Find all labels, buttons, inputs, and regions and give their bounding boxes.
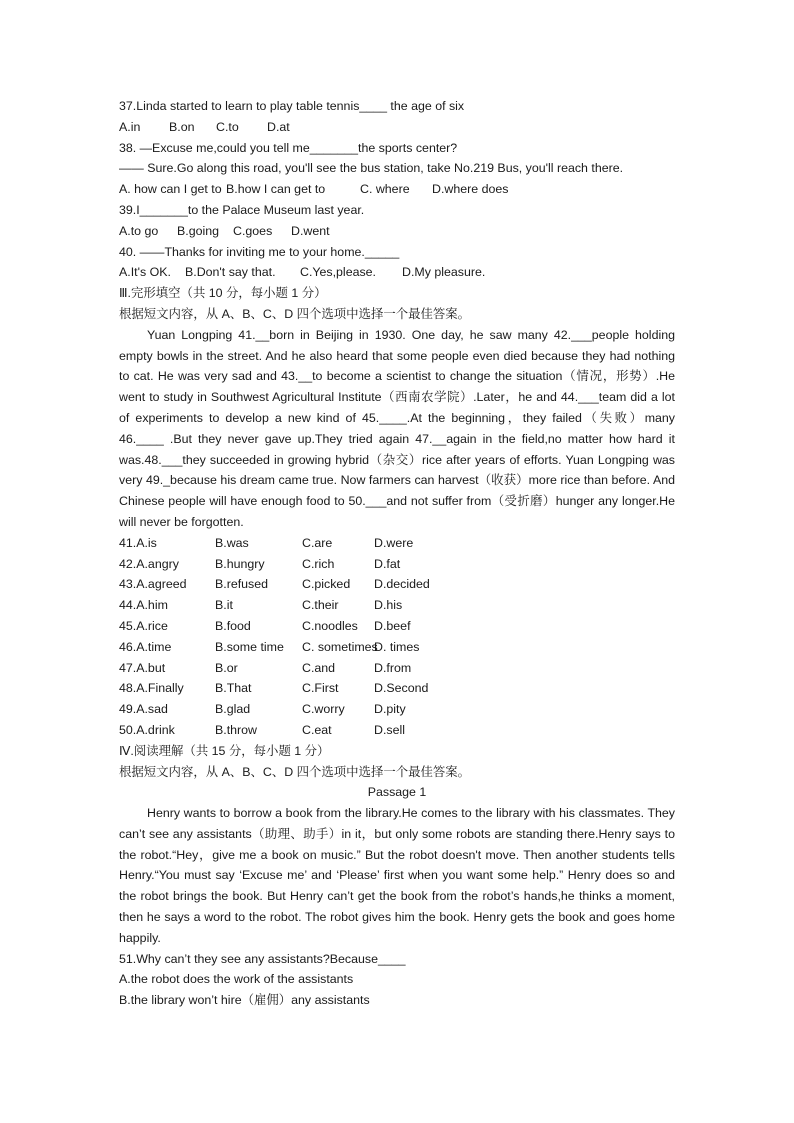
- option-c: C.picked: [302, 577, 351, 592]
- option-d: D.where does: [432, 182, 509, 197]
- option-c: C.goes: [233, 223, 273, 238]
- option-d: D.went: [291, 223, 330, 238]
- option-a: 46.A.time: [119, 639, 172, 654]
- option-a: A.to go: [119, 223, 159, 238]
- reading-passage-text: Henry wants to borrow a book from the library.He comes to the library with his classmates. They can’t see any assistants（助理、助手）in it，but only some robots are standing there.Henry says to the robot.“Hey，give me a book on music.” But the robot doesn't move. Then another students tells Henry.“You must say ‘Excuse me’ and ‘Please’ first when you want some help.” Henry does so and the robot brings the book. But Henry can’t get the book from the robot’s hands,he thinks a moment, then he says a word to the robot. The robot gives him the book. Henry gets the book and goes home happily.: [119, 806, 675, 945]
- option-a: 44.A.him: [119, 598, 168, 613]
- option-c: C.rich: [302, 556, 335, 571]
- cloze-option-row: [119, 658, 675, 679]
- option-b: B.refused: [215, 577, 269, 592]
- option-a: 41.A.is: [119, 535, 157, 550]
- option-b: B.food: [215, 618, 251, 633]
- option-c: C.worry: [302, 702, 345, 717]
- option-d: D.My pleasure.: [402, 265, 486, 280]
- reading-passage: [119, 803, 675, 949]
- option-b: B.glad: [215, 702, 251, 717]
- option-d: D. times: [374, 639, 420, 654]
- question-40-options: [119, 262, 675, 283]
- question-38-dialogue: —— Sure.Go along this road, you'll see the bus station, take No.219 Bus, you'll reach there.: [119, 161, 624, 176]
- option-c: C.Yes,please.: [300, 265, 377, 280]
- question-51-stem: 51.Why can’t they see any assistants?Because____: [119, 951, 406, 966]
- cloze-option-row: [119, 595, 675, 616]
- option-c: C. sometimes: [302, 639, 378, 654]
- option-c: C.to: [216, 119, 239, 134]
- question-38-stem: 38. —Excuse me,could you tell me_______the sports center?: [119, 140, 458, 155]
- question-39-options: [119, 221, 675, 242]
- option-a: 43.A.agreed: [119, 577, 187, 592]
- option-a: 50.A.drink: [119, 722, 175, 737]
- option-a: 42.A.angry: [119, 556, 179, 571]
- cloze-option-row: [119, 554, 675, 575]
- option-c: C. where: [360, 182, 410, 197]
- option-b: B.going: [177, 223, 220, 238]
- cloze-options-list: [119, 533, 675, 741]
- section-3-instruction: 根据短文内容，从 A、B、C、D 四个选项中选择一个最佳答案。: [119, 306, 471, 321]
- option-a: 49.A.sad: [119, 702, 168, 717]
- option-c: C.and: [302, 660, 336, 675]
- cloze-option-row: [119, 699, 675, 720]
- option-d: D.sell: [374, 722, 405, 737]
- option-c: C.eat: [302, 722, 332, 737]
- option-d: D.pity: [374, 702, 406, 717]
- option-d: D.decided: [374, 577, 430, 592]
- cloze-option-row: [119, 616, 675, 637]
- question-37-stem: 37.Linda started to learn to play table tennis____ the age of six: [119, 99, 465, 113]
- question-38-options: [119, 179, 675, 200]
- option-b: B.or: [215, 660, 238, 675]
- question-51-option-b: B.the library won’t hire（雇佣）any assistants: [119, 993, 370, 1008]
- option-d: D.from: [374, 660, 412, 675]
- option-b: B.some time: [215, 639, 284, 654]
- option-a: 48.A.Finally: [119, 681, 184, 696]
- passage-title: Passage 1: [367, 785, 427, 800]
- option-b: B.throw: [215, 722, 258, 737]
- section-3-heading: Ⅲ.完形填空（共 10 分，每小题 1 分）: [119, 286, 327, 301]
- cloze-option-row: [119, 574, 675, 595]
- option-a: A.in: [119, 119, 141, 134]
- option-b: B.Don't say that.: [185, 265, 276, 280]
- option-b: B.how I can get to: [226, 182, 326, 197]
- option-c: C.are: [302, 535, 333, 550]
- exam-page: [119, 96, 675, 1011]
- question-39-stem: 39.I_______to the Palace Museum last year.: [119, 202, 365, 217]
- option-c: C.First: [302, 681, 339, 696]
- option-b: B.it: [215, 598, 233, 613]
- option-b: B.That: [215, 681, 252, 696]
- cloze-passage-text: Yuan Longping 41.__born in Beijing in 1930. One day, he saw many 42.___people holding empty bowls in the street. And he also heard that some people even died because they had nothing to cat. He was very sad and 43.__to become a scientist to change the situation（情况，形势）.He went to study in Southwest Agricultural Institute（西南农学院）.Later，he and 44.___team did a lot of experiments to develop a new kind of 45.____.At the beginning，they failed（失败）many 46.____ .But they never gave up.They tried again 47.__again in the field,no matter how hard it was.48.___they succeeded in growing hybrid（杂交）rice after years of efforts. Yuan Longping was very 49._because his dream came true. Now farmers can harvest（收获）more rice than before. And Chinese people will have enough food to 50.___and not suffer from（受折磨）hunger any longer.He will never be forgotten.: [119, 327, 675, 529]
- option-d: D.his: [374, 598, 403, 613]
- option-d: D.beef: [374, 618, 411, 633]
- option-a: A. how can I get to: [119, 182, 222, 197]
- question-51-option-a: A.the robot does the work of the assistants: [119, 972, 354, 987]
- section-4-heading: Ⅳ.阅读理解（共 15 分，每小题 1 分）: [119, 743, 330, 758]
- cloze-option-row: [119, 533, 675, 554]
- option-c: C.their: [302, 598, 339, 613]
- option-b: B.hungry: [215, 556, 265, 571]
- cloze-option-row: [119, 720, 675, 741]
- cloze-passage: [119, 325, 675, 533]
- option-a: 47.A.but: [119, 660, 166, 675]
- option-d: D.Second: [374, 681, 429, 696]
- cloze-option-row: [119, 678, 675, 699]
- option-d: D.fat: [374, 556, 401, 571]
- option-b: B.was: [215, 535, 249, 550]
- question-37-options: [119, 117, 675, 138]
- section-4-instruction: 根据短文内容，从 A、B、C、D 四个选项中选择一个最佳答案。: [119, 764, 471, 779]
- question-40-stem: 40. ——Thanks for inviting me to your home._____: [119, 244, 400, 259]
- option-c: C.noodles: [302, 618, 358, 633]
- option-a: A.It's OK.: [119, 265, 171, 280]
- option-b: B.on: [169, 119, 195, 134]
- cloze-option-row: [119, 637, 675, 658]
- option-d: D.at: [267, 119, 290, 134]
- option-a: 45.A.rice: [119, 618, 168, 633]
- option-d: D.were: [374, 535, 414, 550]
